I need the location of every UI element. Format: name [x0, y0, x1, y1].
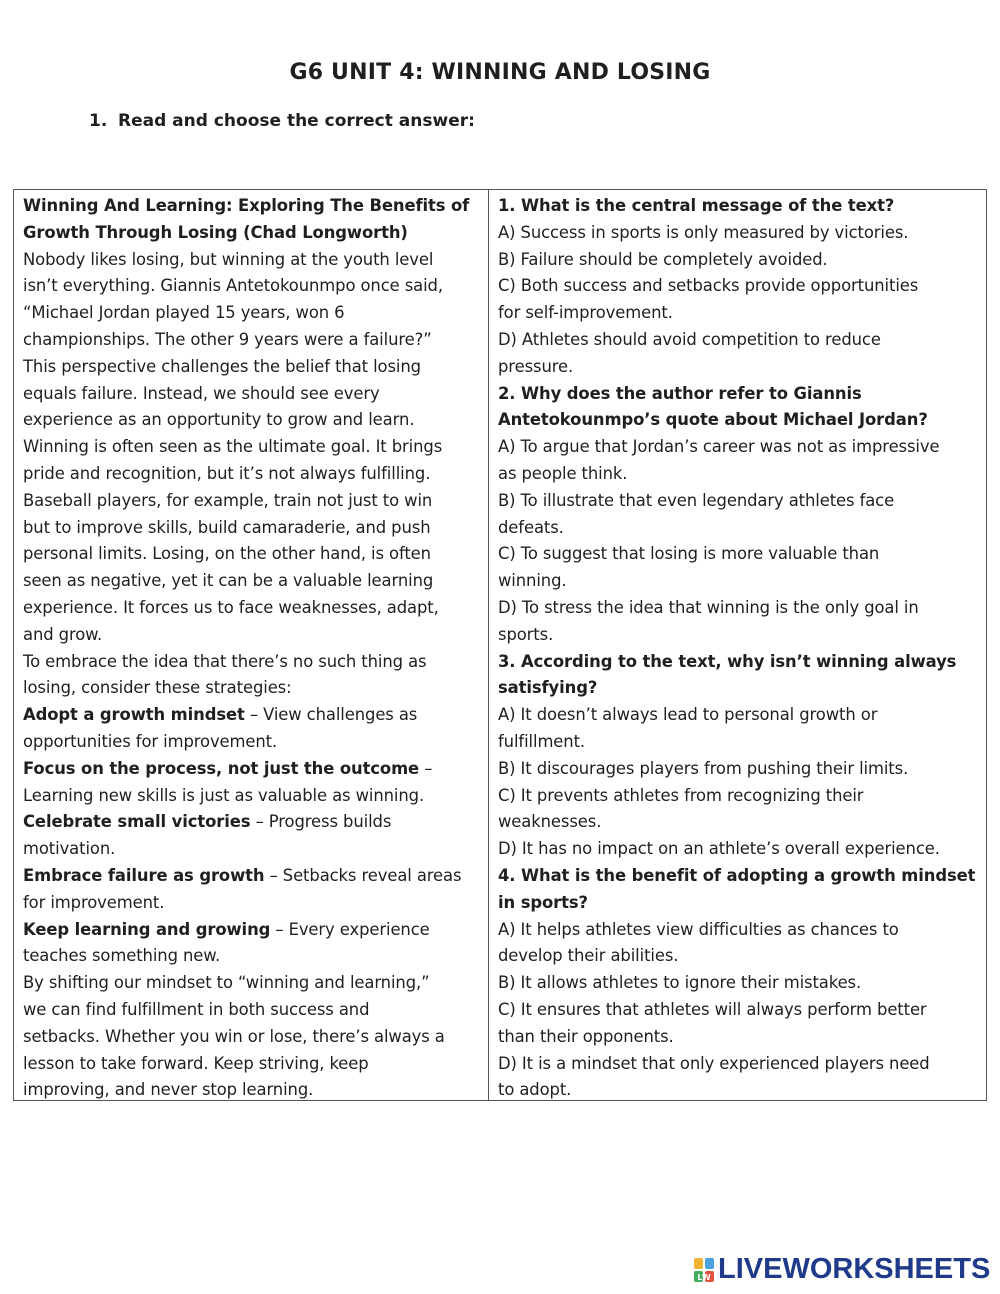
strategy-text: motivation.: [23, 839, 116, 859]
question-block: [498, 193, 977, 381]
answer-option-text: D) Athletes should avoid competition to reduce: [498, 329, 881, 349]
strategy-label: Adopt a growth mindset: [23, 705, 245, 725]
passage-line: Winning is often seen as the ultimate goal. It brings: [23, 437, 443, 457]
answer-option-text: D) It has no impact on an athlete’s overall experience.: [498, 839, 940, 859]
answer-option-text: as people think.: [498, 463, 628, 483]
passage-line: To embrace the idea that there’s no such thing as: [23, 651, 427, 671]
passage-line: seen as negative, yet it can be a valuable learning: [23, 571, 434, 591]
answer-option: [498, 273, 977, 327]
closing-line: we can find fulfillment in both success and: [23, 999, 370, 1019]
answer-option-text: B) To illustrate that even legendary athletes face: [498, 490, 895, 510]
answer-option-text: A) To argue that Jordan’s career was not as impressive: [498, 437, 940, 457]
liveworksheets-logo: [694, 1253, 990, 1286]
answer-option-text: fulfillment.: [498, 731, 586, 751]
answer-option-text: D) It is a mindset that only experienced players need: [498, 1053, 930, 1073]
passage-line: Baseball players, for example, train not just to win: [23, 490, 433, 510]
passage-line: This perspective challenges the belief that losing: [23, 356, 421, 376]
strategy-text: for improvement.: [23, 892, 165, 912]
passage-line: personal limits. Losing, on the other hand, is often: [23, 544, 431, 564]
answer-option-text: defeats.: [498, 517, 564, 537]
strategy-item: [23, 702, 479, 729]
answer-option-text: D) To stress the idea that winning is the only goal in: [498, 597, 919, 617]
answer-option: [498, 327, 977, 381]
question-text: 3. According to the text, why isn’t winning always: [498, 651, 957, 671]
strategy-list: [23, 702, 479, 970]
closing-line: By shifting our mindset to “winning and learning,”: [23, 973, 430, 993]
instruction-number: 1.: [89, 111, 108, 131]
instruction-text: Read and choose the correct answer:: [118, 111, 475, 131]
answer-option-text: develop their abilities.: [498, 946, 679, 966]
passage-line: equals failure. Instead, we should see every: [23, 383, 380, 403]
answer-option: [498, 836, 977, 863]
answer-option: [498, 1051, 977, 1105]
closing-line: setbacks. Whether you win or lose, there’s always a: [23, 1026, 445, 1046]
answer-option: [498, 595, 977, 649]
answer-option-text: pressure.: [498, 356, 574, 376]
answer-option-text: C) It prevents athletes from recognizing their: [498, 785, 864, 805]
closing-line: improving, and never stop learning.: [23, 1080, 314, 1100]
page-title: G6 UNIT 4: WINNING AND LOSING: [289, 60, 711, 85]
passage-closing: [23, 970, 479, 1104]
answer-option: [498, 756, 977, 783]
answer-option: [498, 702, 977, 756]
answer-option-text: B) It allows athletes to ignore their mistakes.: [498, 973, 862, 993]
strategy-text: –: [419, 758, 433, 778]
logo-mark-letters: LW: [697, 1272, 711, 1282]
passage-line: and grow.: [23, 624, 103, 644]
passage-title: Growth Through Losing (Chad Longworth): [23, 222, 408, 242]
passage-title: Winning And Learning: Exploring The Benefits of: [23, 196, 470, 215]
answer-option-text: A) Success in sports is only measured by victories.: [498, 222, 909, 242]
passage-column: [14, 190, 489, 1100]
answer-option: [498, 434, 977, 488]
answer-option: [498, 541, 977, 595]
strategy-label: Focus on the process, not just the outcome: [23, 758, 420, 778]
strategy-text: – Progress builds: [250, 812, 392, 832]
answer-option: [498, 917, 977, 971]
answer-option-text: C) To suggest that losing is more valuable than: [498, 544, 880, 564]
question-block: [498, 863, 977, 1104]
question-text: 4. What is the benefit of adopting a growth mindset: [498, 865, 976, 885]
answer-option: [498, 970, 977, 997]
answer-option-text: C) It ensures that athletes will always perform better: [498, 999, 927, 1019]
strategy-label: Celebrate small victories: [23, 812, 251, 832]
strategy-text: opportunities for improvement.: [23, 731, 278, 751]
answer-option-text: than their opponents.: [498, 1026, 674, 1046]
question-text: 2. Why does the author refer to Giannis: [498, 383, 862, 403]
passage-body: [23, 247, 479, 703]
passage-line: championships. The other 9 years were a failure?”: [23, 329, 432, 349]
strategy-text: Learning new skills is just as valuable as winning.: [23, 785, 425, 805]
question-list: [498, 193, 977, 1104]
answer-option-text: C) Both success and setbacks provide opportunities: [498, 276, 919, 296]
strategy-item: [23, 917, 479, 944]
answer-option: [498, 247, 977, 274]
question-block: [498, 649, 977, 863]
instruction: [89, 111, 475, 131]
answer-option-text: A) It doesn’t always lead to personal growth or: [498, 705, 878, 725]
answer-option: [498, 488, 977, 542]
answer-option-text: weaknesses.: [498, 812, 602, 832]
question-text: satisfying?: [498, 678, 598, 698]
passage-line: losing, consider these strategies:: [23, 678, 292, 698]
answer-option-text: sports.: [498, 624, 554, 644]
passage-line: “Michael Jordan played 15 years, won 6: [23, 303, 345, 323]
passage-line: pride and recognition, but it’s not always fulfilling.: [23, 463, 431, 483]
question-block: [498, 381, 977, 649]
answer-option-text: for self-improvement.: [498, 303, 673, 323]
question-text: 1. What is the central message of the text?: [498, 196, 895, 215]
passage-line: isn’t everything. Giannis Antetokounmpo once said,: [23, 276, 443, 296]
answer-option-text: to adopt.: [498, 1080, 572, 1100]
strategy-item: [23, 809, 479, 836]
passage-line: experience as an opportunity to grow and learn.: [23, 410, 415, 430]
answer-option: [498, 783, 977, 837]
passage-line: but to improve skills, build camaraderie, and push: [23, 517, 431, 537]
logo-text: LIVEWORKSHEETS: [718, 1253, 991, 1285]
passage-line: Nobody likes losing, but winning at the youth level: [23, 249, 434, 269]
liveworksheets-logo-icon: [694, 1258, 714, 1282]
worksheet-table: [13, 189, 987, 1101]
answer-option-text: winning.: [498, 571, 567, 591]
strategy-text: – View challenges as: [244, 705, 418, 725]
strategy-item: [23, 863, 479, 890]
strategy-text: – Setbacks reveal areas: [264, 865, 462, 885]
question-text: Antetokounmpo’s quote about Michael Jordan?: [498, 410, 928, 430]
strategy-item: [23, 756, 479, 783]
answer-option-text: A) It helps athletes view difficulties as chances to: [498, 919, 899, 939]
closing-line: lesson to take forward. Keep striving, keep: [23, 1053, 369, 1073]
questions-column: [489, 190, 986, 1100]
strategy-label: Keep learning and growing: [23, 919, 271, 939]
strategy-text: teaches something new.: [23, 946, 221, 966]
answer-option: [498, 997, 977, 1051]
answer-option-text: B) It discourages players from pushing their limits.: [498, 758, 909, 778]
question-text: in sports?: [498, 892, 588, 912]
strategy-text: – Every experience: [270, 919, 430, 939]
strategy-label: Embrace failure as growth: [23, 865, 265, 885]
answer-option: [498, 220, 977, 247]
answer-option-text: B) Failure should be completely avoided.: [498, 249, 828, 269]
passage-line: experience. It forces us to face weaknesses, adapt,: [23, 597, 439, 617]
